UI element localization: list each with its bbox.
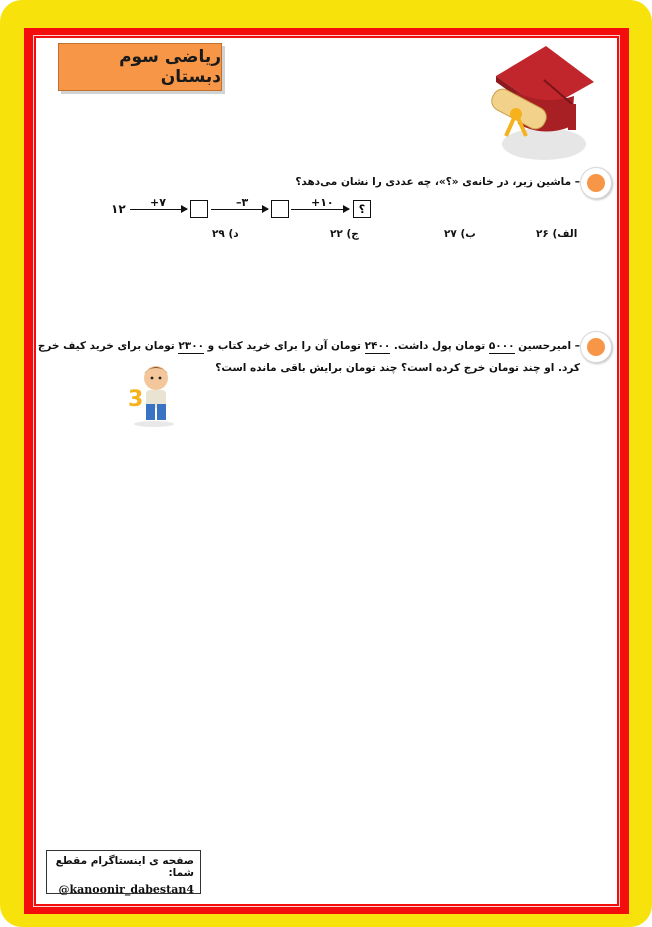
page-title: ریاضی سوم دبستان [58, 43, 222, 91]
q2-amount-bag: ۲۳۰۰ [178, 340, 205, 352]
instagram-handle[interactable]: @kanoonir_dabestan4 [58, 883, 194, 896]
question1-bullet-icon [580, 167, 612, 199]
q2-part4: تومان برای خرید کیف خرج [37, 340, 179, 352]
q2-part2: تومان پول داشت. [390, 340, 489, 352]
chain-final-box: ؟ [353, 200, 371, 218]
page-inner-line [33, 35, 620, 907]
question2-line1 [38, 340, 580, 352]
option-a: الف) ۲۶ [536, 228, 578, 240]
q2-part3: تومان آن را برای خرید کتاب و [204, 340, 365, 352]
chain-arrow-2 [211, 209, 268, 210]
chain-op3-label: +۱۰ [311, 196, 334, 209]
option-c: ج) ۲۲ [330, 228, 359, 240]
chain-box-2 [271, 200, 289, 218]
chain-op2-label: –۳ [236, 196, 249, 209]
question2-line2: کرد. او چند تومان خرج کرده است؟ چند تومان برایش باقی مانده است؟ [215, 362, 580, 374]
question1-text: – ماشین زیر، در خانه‌ی «؟»، چه عددی را نشان می‌دهد؟ [295, 176, 580, 188]
chain-start-number: ۱۲ [111, 202, 126, 216]
chain-arrow-1 [130, 209, 187, 210]
chain-arrow-3 [291, 209, 349, 210]
q2-amount-book: ۲۴۰۰ [364, 340, 391, 352]
graduation-cap-icon [486, 40, 596, 162]
chain-op1-label: +۷ [150, 196, 166, 209]
svg-text:3: 3 [128, 387, 144, 412]
option-b: ب) ۲۷ [444, 228, 476, 240]
q2-amount-total: ۵۰۰۰ [488, 340, 515, 352]
instagram-info-box [46, 850, 201, 894]
thinking-boy-icon [124, 360, 180, 428]
option-d: د) ۲۹ [212, 228, 239, 240]
question2-bullet-icon [580, 331, 612, 363]
instagram-label: صفحه ی اینستاگرام مقطع شما: [55, 855, 194, 879]
q2-intro: – امیرحسین [514, 340, 580, 352]
chain-box-1 [190, 200, 208, 218]
